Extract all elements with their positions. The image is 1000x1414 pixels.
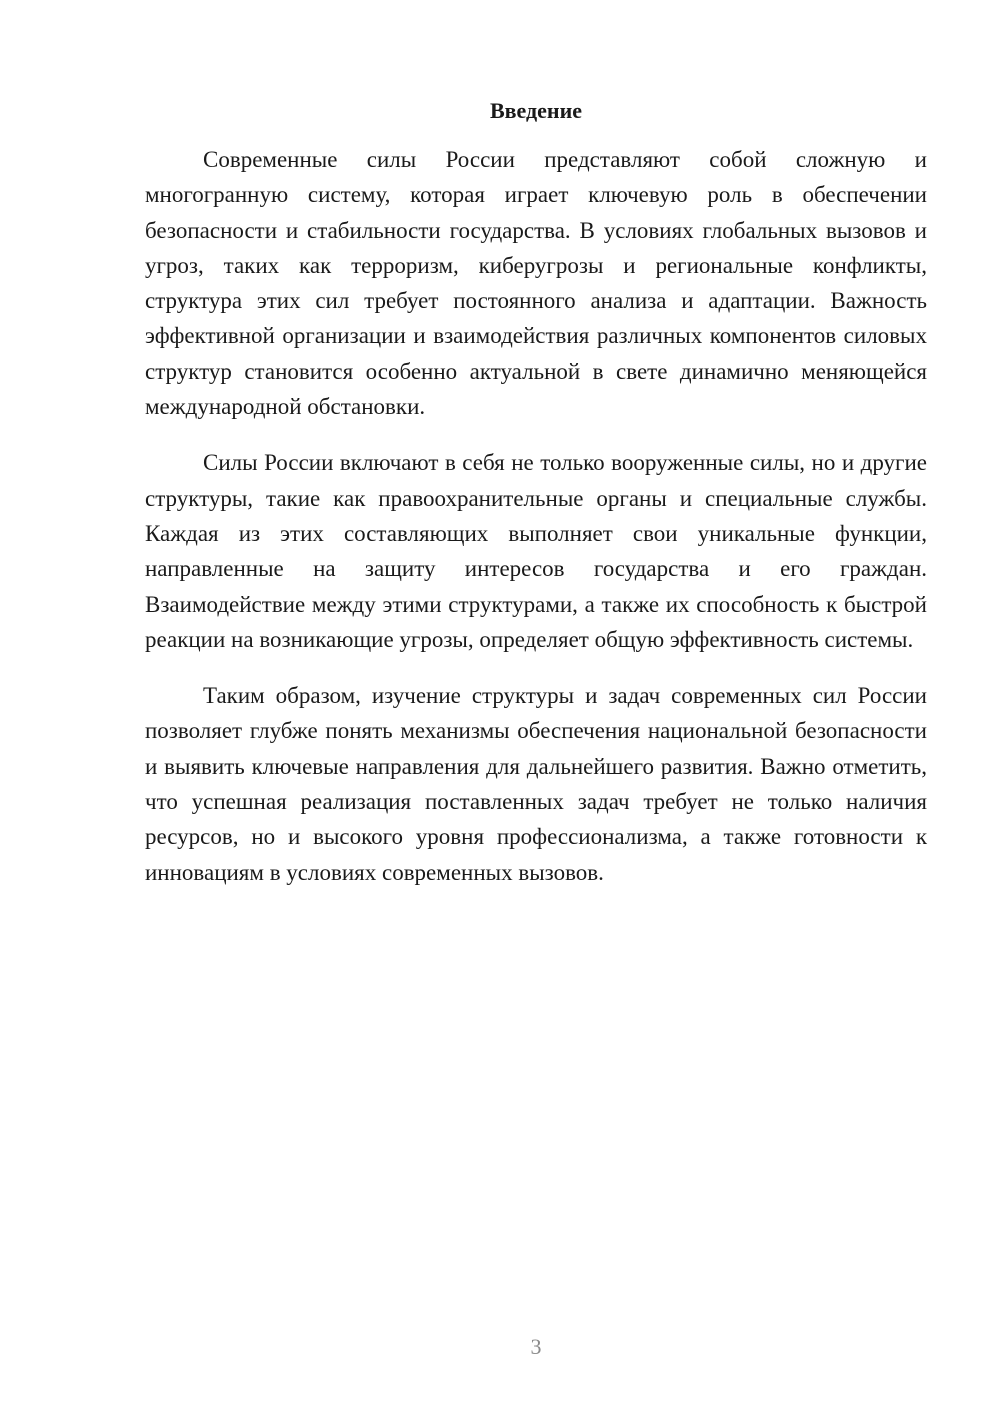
paragraph-2: Силы России включают в себя не только вооруженные силы, но и другие структуры, такие как правоохранительные органы и специальные службы. Каждая из этих составляющих выполняет свои уникальные функции, направленные на защиту интересов государства и его граждан. Взаимодействие между этими структурами, а также их способность к быстрой реакции на возникающие угрозы, определяет общую эффективность системы. bbox=[145, 450, 927, 652]
body-text bbox=[145, 142, 927, 911]
page-number: 3 bbox=[530, 1334, 542, 1359]
paragraph-1: Современные силы России представляют собой сложную и многогранную систему, которая играет ключевую роль в обеспечении безопасности и стабильности государства. В условиях глобальных вызовов и угроз, таких как терроризм, киберугрозы и региональные конфликты, структура этих сил требует постоянного анализа и адаптации. Важность эффективной организации и взаимодействия различных компонентов силовых структур становится особенно актуальной в свете динамично меняющейся международной обстановки. bbox=[145, 147, 927, 420]
section-heading: Введение bbox=[489, 98, 583, 123]
paragraph-3: Таким образом, изучение структуры и задач современных сил России позволяет глубже понять механизмы обеспечения национальной безопасности и выявить ключевые направления для дальнейшего развития. Важно отметить, что успешная реализация поставленных задач требует не только наличия ресурсов, но и высокого уровня профессионализма, а также готовности к инновациям в условиях современных вызовов. bbox=[145, 683, 927, 885]
